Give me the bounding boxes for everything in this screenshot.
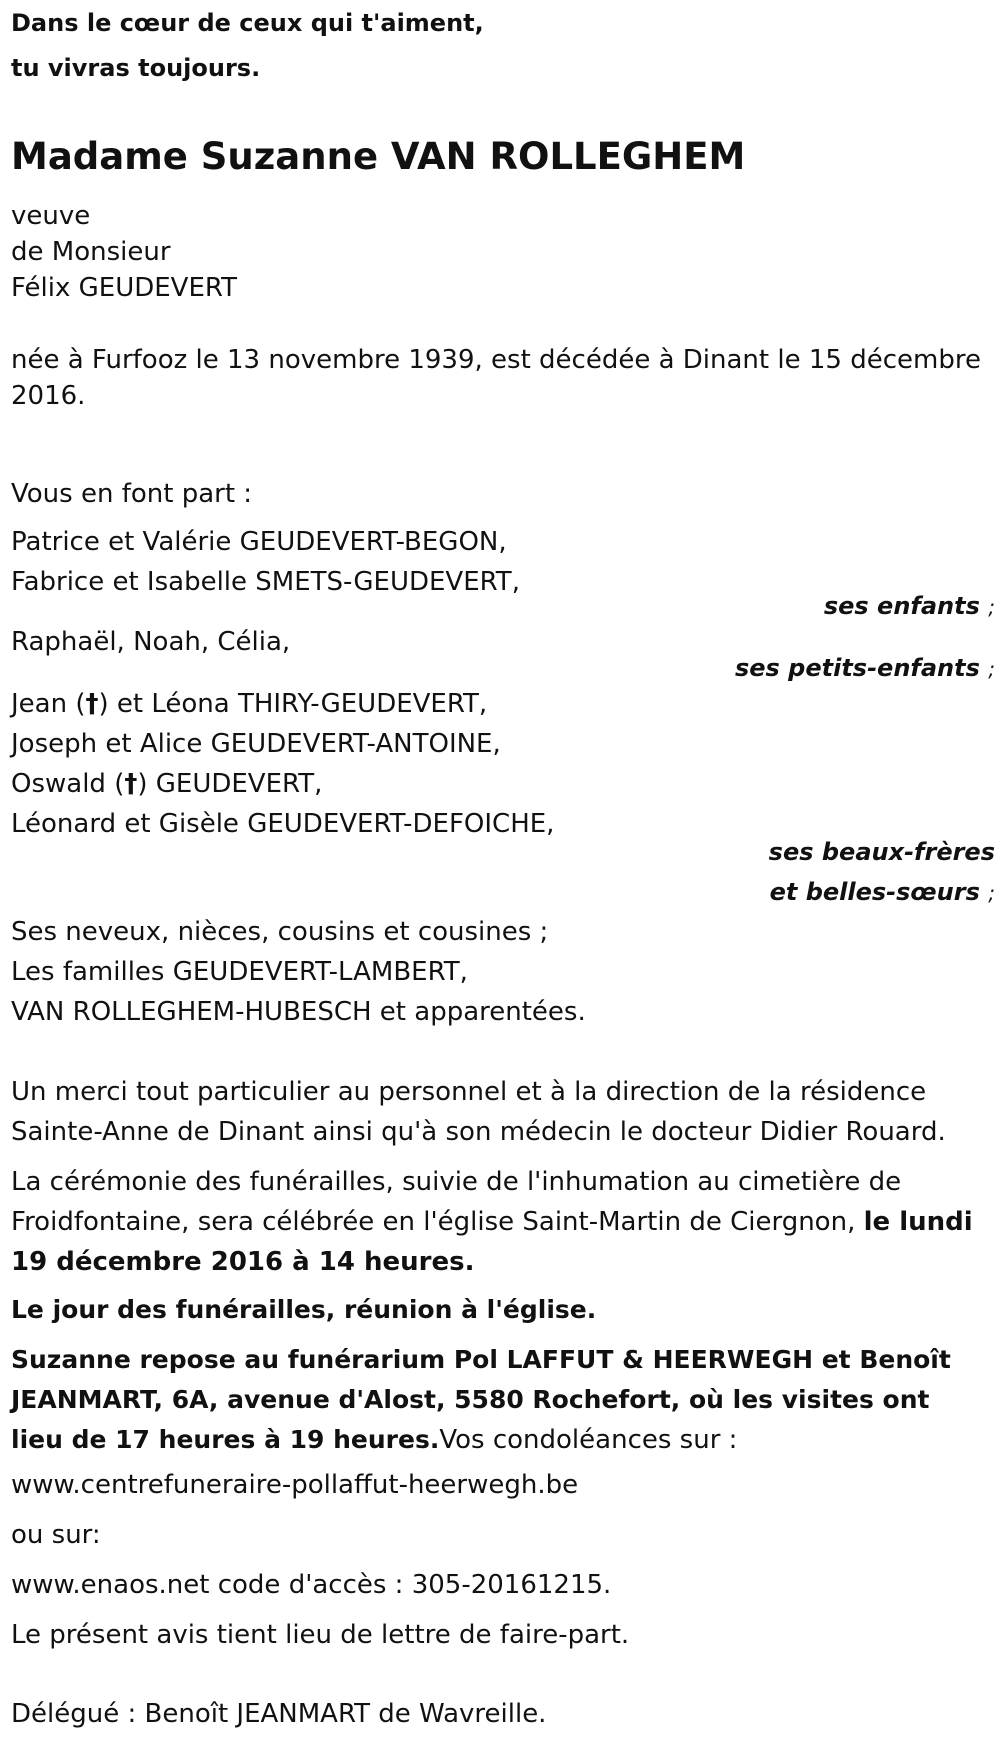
relation-semicolon: ;	[988, 881, 995, 905]
motto-line-1: Dans le cœur de ceux qui t'aiment,	[11, 9, 484, 37]
relation-inlaws-2	[770, 872, 995, 913]
spouse-line-2: de Monsieur	[11, 237, 171, 267]
thanks-text: Un merci tout particulier au personnel et à la direction de la résidence Sainte-Anne de Dinant ainsi qu'à son médecin le docteur Didier Rouard.	[11, 1077, 946, 1147]
inlaws-line-2: Joseph et Alice GEUDEVERT-ANTOINE,	[11, 729, 501, 759]
thanks-block	[11, 1072, 986, 1152]
notice-text: Le présent avis tient lieu de lettre de faire-part.	[11, 1620, 630, 1650]
ceremony-text	[11, 1162, 991, 1282]
inlaws-line-3	[11, 764, 995, 804]
ceremony-details: La cérémonie des funérailles, suivie de l'inhumation au cimetière de Froidfontaine, sera célébrée en l'église Saint-Martin de Ciergnon,	[11, 1167, 902, 1237]
family-line-1: Ses neveux, nièces, cousins et cousines ;	[11, 917, 549, 947]
family-block	[11, 912, 995, 1032]
ceremony-block	[11, 1162, 991, 1282]
relation-grandchildren	[735, 648, 995, 689]
inlaws-line-3-pre: Oswald (	[11, 769, 125, 799]
meeting-block	[11, 1290, 995, 1330]
inlaws-line-1-pre: Jean (	[11, 689, 86, 719]
relation-children-label: ses enfants	[823, 592, 980, 620]
birth-death-block	[11, 342, 986, 414]
ceremony-date: le lundi 19 décembre 2016 à 14 heures.	[11, 1207, 973, 1277]
website-link-1[interactable]: www.centrefuneraire-pollaffut-heerwegh.be	[11, 1470, 579, 1500]
delegate-block	[11, 1694, 995, 1734]
inlaws-line-1	[11, 684, 995, 724]
birth-death-text: née à Furfooz le 13 novembre 1939, est décédée à Dinant le 15 décembre 2016.	[11, 345, 981, 411]
announce-line	[11, 474, 995, 514]
relation-semicolon: ;	[988, 595, 995, 619]
relation-grandchildren-label: ses petits-enfants	[734, 654, 980, 682]
repose-bold: Suzanne repose au funérarium Pol LAFFUT & HEERWEGH et Benoît JEANMART, 6A, avenue d'Alost, 5580 Rochefort, où les visites ont lieu de 17 heures à 19 heures.	[11, 1345, 951, 1454]
spouse-line-1: veuve	[11, 201, 91, 231]
spouse-block	[11, 198, 995, 306]
or-on-block	[11, 1515, 995, 1555]
relation-semicolon: ;	[988, 657, 995, 681]
announce-text: Vous en font part :	[11, 479, 253, 509]
children-line-1: Patrice et Valérie GEUDEVERT-BEGON,	[11, 527, 507, 557]
website1-block	[11, 1465, 995, 1505]
relation-inlaws-1	[769, 832, 995, 872]
or-on-text: ou sur:	[11, 1520, 101, 1550]
relation-children	[824, 586, 995, 627]
motto-line-2: tu vivras toujours.	[11, 54, 261, 82]
inlaws-block	[11, 684, 995, 844]
meeting-text: Le jour des funérailles, réunion à l'église.	[11, 1295, 597, 1324]
family-line-2: Les familles GEUDEVERT-LAMBERT,	[11, 957, 468, 987]
inlaws-line-1-post: ) et Léona THIRY-GEUDEVERT,	[98, 689, 488, 719]
spouse-line-3: Félix GEUDEVERT	[11, 273, 237, 303]
relation-inlaws-label-2: et belles-sœurs	[769, 878, 980, 906]
inlaws-line-3-post: ) GEUDEVERT,	[137, 769, 323, 799]
cross-icon: †	[124, 769, 138, 799]
repose-block	[11, 1340, 986, 1460]
inlaws-line-4: Léonard et Gisèle GEUDEVERT-DEFOICHE,	[11, 809, 555, 839]
repose-normal: Vos condoléances sur :	[439, 1425, 738, 1455]
children-line-2: Fabrice et Isabelle SMETS-GEUDEVERT,	[11, 567, 520, 597]
family-line-3: VAN ROLLEGHEM-HUBESCH et apparentées.	[11, 997, 586, 1027]
delegate-text: Délégué : Benoît JEANMART de Wavreille.	[11, 1699, 547, 1729]
website2-block	[11, 1565, 995, 1605]
relation-inlaws-label-1: ses beaux-frères	[768, 838, 995, 866]
notice-block	[11, 1615, 995, 1655]
grandchildren-line: Raphaël, Noah, Célia,	[11, 627, 291, 657]
deceased-name: Madame Suzanne VAN ROLLEGHEM	[11, 135, 746, 178]
cross-icon: †	[85, 689, 99, 719]
repose-text	[11, 1340, 986, 1460]
website-link-2[interactable]: www.enaos.net code d'accès : 305-20161215.	[11, 1570, 612, 1600]
